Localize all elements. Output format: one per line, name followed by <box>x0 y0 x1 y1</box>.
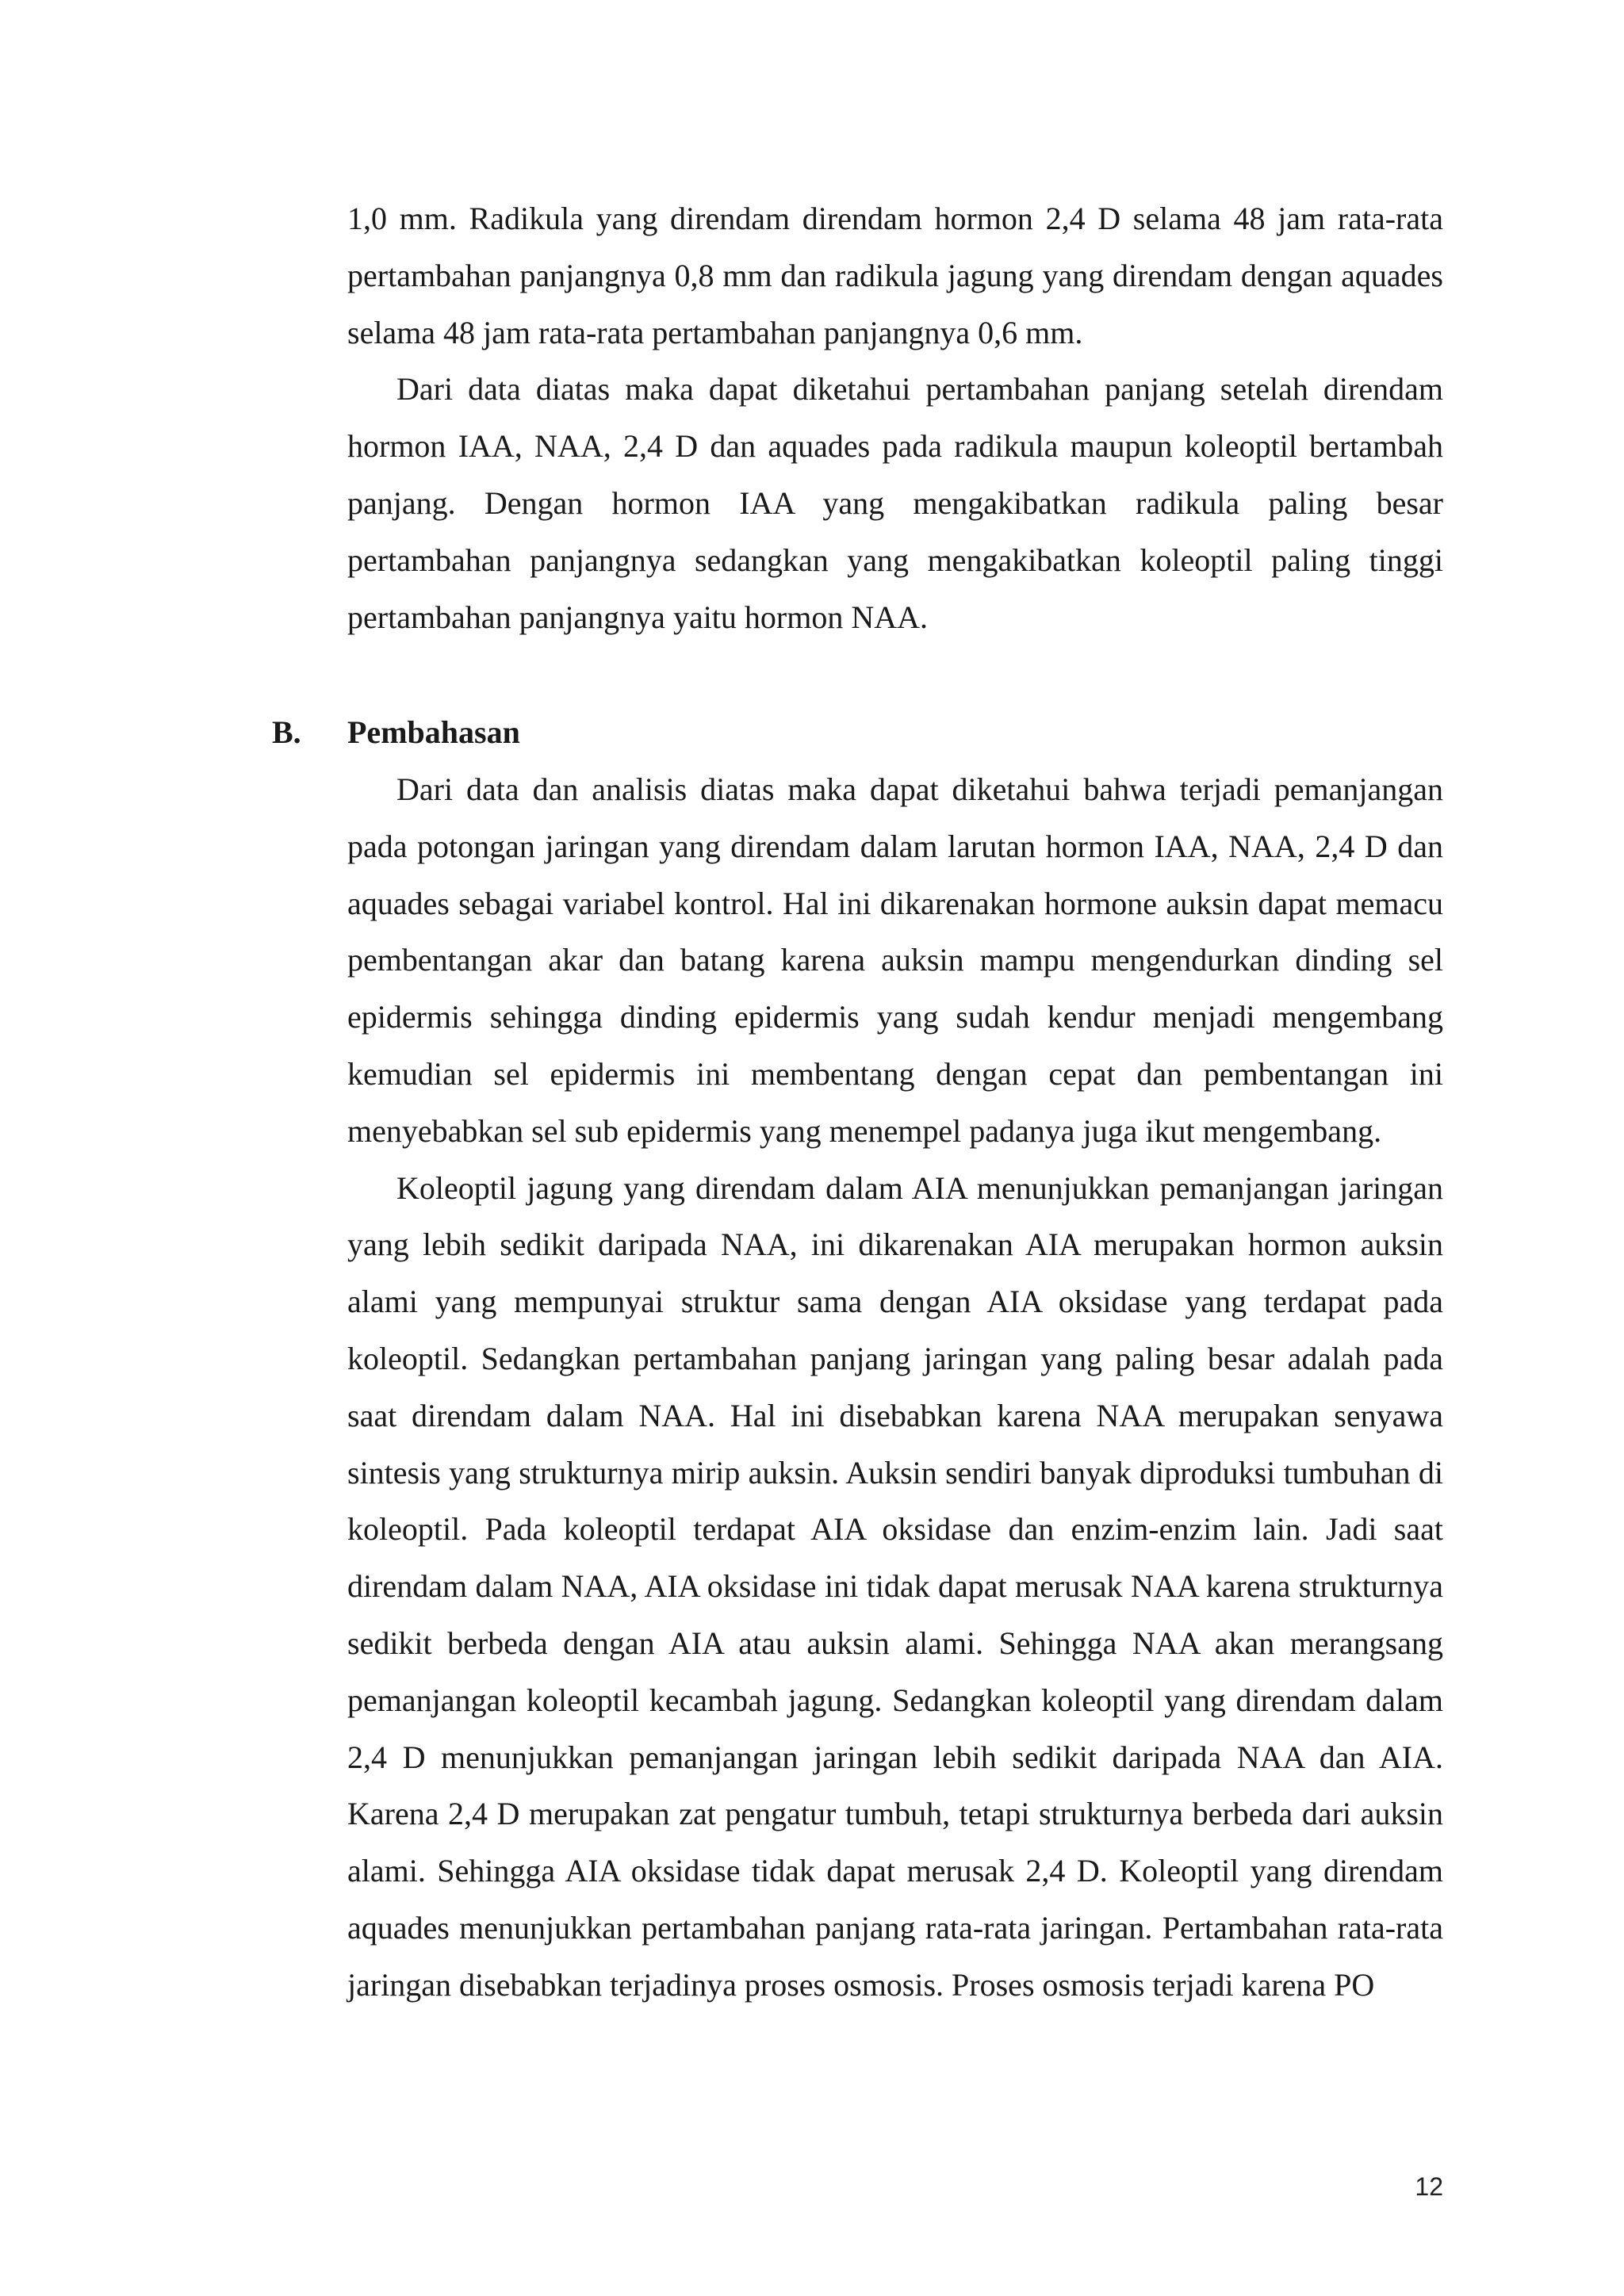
page-number: 12 <box>1415 2172 1443 2201</box>
paragraph-radikula-continuation: 1,0 mm. Radikula yang direndam direndam hormon 2,4 D selama 48 jam rata-rata pertambahan panjangnya 0,8 mm dan radikula jagung yang direndam dengan aquades selama 48 jam rata-rata pertambahan panjangnya 0,6 mm. <box>347 201 1443 350</box>
discussion-text-block <box>347 761 1443 2014</box>
results-text-block <box>347 190 1443 645</box>
section-title: Pembahasan <box>347 714 520 750</box>
section-letter: B. <box>272 714 301 750</box>
paragraph-koleoptil: Koleoptil jagung yang direndam dalam AIA menunjukkan pemanjangan jaringan yang lebih sedikit daripada NAA, ini dikarenakan AIA merupakan hormon auksin alami yang mempunyai struktur sama dengan AIA oksidase yang terdapat pada koleoptil. Sedangkan pertambahan panjang jaringan yang paling besar adalah pada saat direndam dalam NAA. Hal ini disebabkan karena NAA merupakan senyawa sintesis yang strukturnya mirip auksin. Auksin sendiri banyak diproduksi tumbuhan di koleoptil. Pada koleoptil terdapat AIA oksidase dan enzim-enzim lain. Jadi saat direndam dalam NAA, AIA oksidase ini tidak dapat merusak NAA karena strukturnya sedikit berbeda dengan AIA atau auksin alami. Sehingga NAA akan merangsang pemanjangan koleoptil kecambah jagung. Sedangkan koleoptil yang direndam dalam 2,4 D menunjukkan pemanjangan jaringan lebih sedikit daripada NAA dan AIA. Karena 2,4 D merupakan zat pengatur tumbuh, tetapi strukturnya berbeda dari auksin alami. Sehingga AIA oksidase tidak dapat merusak 2,4 D. Koleoptil yang direndam aquades menunjukkan pertambahan panjang rata-rata jaringan. Pertambahan rata-rata jaringan disebabkan terjadinya proses osmosis. Proses osmosis terjadi karena PO <box>347 1169 1443 2003</box>
paragraph-results-summary: Dari data diatas maka dapat diketahui pertambahan panjang setelah direndam hormon IAA, NAA, 2,4 D dan aquades pada radikula maupun koleoptil bertambah panjang. Dengan hormon IAA yang mengakibatkan radikula paling besar pertambahan panjangnya sedangkan yang mengakibatkan koleoptil paling tinggi pertambahan panjangnya yaitu hormon NAA. <box>347 371 1443 635</box>
paragraph-pemanjangan: Dari data dan analisis diatas maka dapat diketahui bahwa terjadi pemanjangan pada potongan jaringan yang direndam dalam larutan hormon IAA, NAA, 2,4 D dan aquades sebagai variabel kontrol. Hal ini dikarenakan hormone auksin dapat memacu pembentangan akar dan batang karena auksin mampu mengendurkan dinding sel epidermis sehingga dinding epidermis yang sudah kendur menjadi mengembang kemudian sel epidermis ini membentang dengan cepat dan pembentangan ini menyebabkan sel sub epidermis yang menempel padanya juga ikut mengembang. <box>347 771 1443 1149</box>
